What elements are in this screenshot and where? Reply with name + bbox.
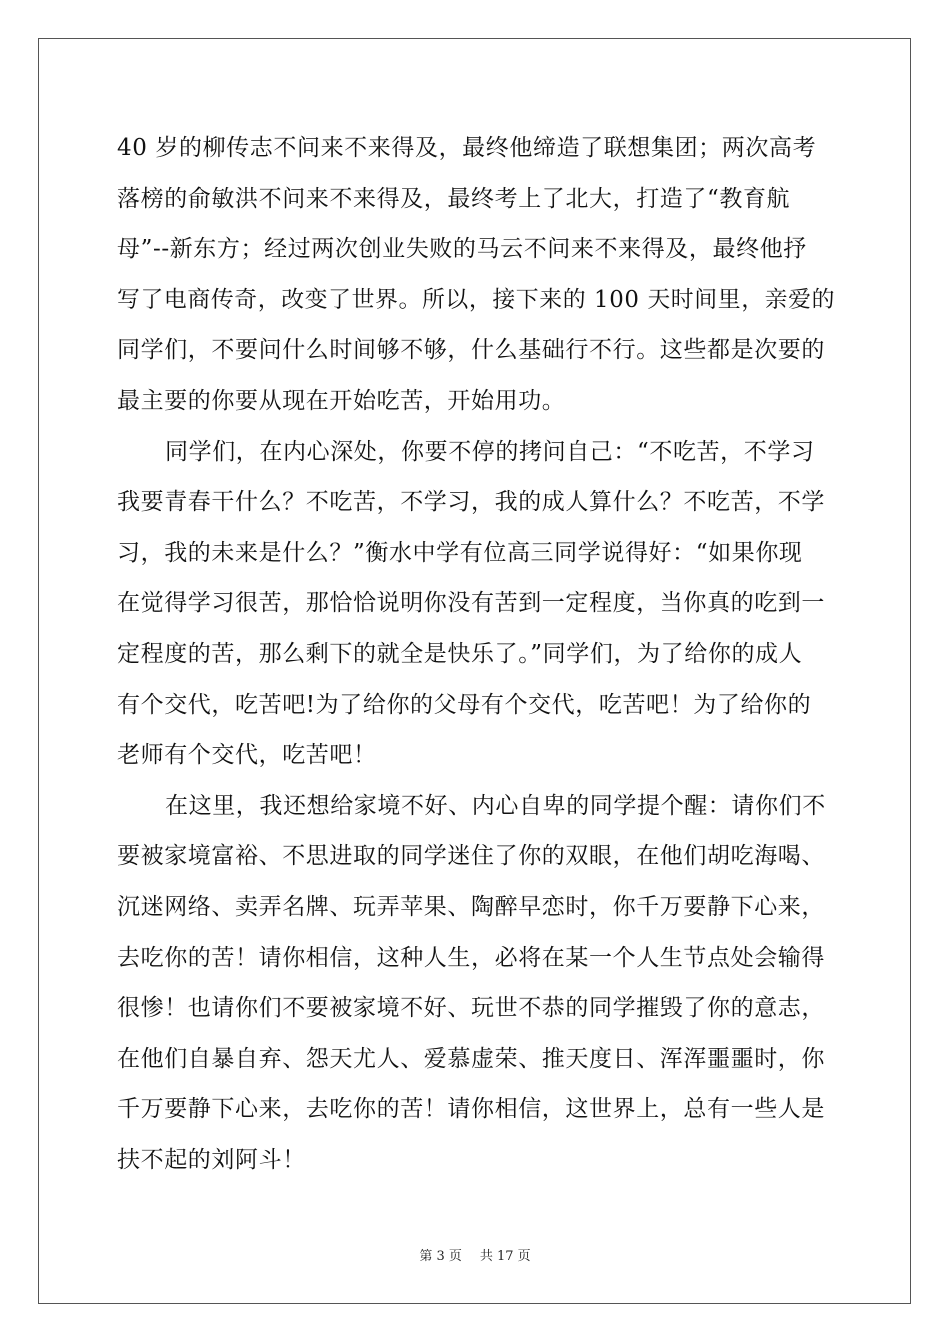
text-line: 母”--新东方；经过两次创业失败的马云不问来不来得及，最终他抒: [117, 236, 807, 263]
text-line: 我要青春干什么？不吃苦，不学习，我的成人算什么？不吃苦，不学: [117, 489, 825, 516]
text-line: 在他们自暴自弃、怨天尤人、爱慕虚荣、推天度日、浑浑噩噩时，你: [117, 1045, 825, 1072]
page-number: 第 3 页: [419, 1249, 462, 1264]
text-line: 去吃你的苦！请你相信，这种人生，必将在某一个人生节点处会输得: [117, 944, 825, 971]
text-line: 最主要的你要从现在开始吃苦，开始用功。: [117, 387, 566, 414]
text-line: 落榜的俞敏洪不问来不来得及，最终考上了北大，打造了“教育航: [117, 185, 791, 212]
text-line: 在觉得学习很苦，那恰恰说明你没有苦到一定程度，当你真的吃到一: [117, 590, 825, 617]
text-line: 同学们，不要问什么时间够不够，什么基础行不行。这些都是次要的: [117, 337, 825, 364]
text-line: 老师有个交代，吃苦吧！: [117, 742, 377, 769]
text-line: 要被家境富裕、不思进取的同学迷住了你的双眼，在他们胡吃海喝、: [117, 843, 825, 870]
page-footer: [0, 1248, 950, 1266]
document-body: [117, 128, 835, 1190]
text-line: 沉迷网络、卖弄名牌、玩弄苹果、陶醉早恋时，你千万要静下心来，: [117, 893, 825, 920]
text-line: 习，我的未来是什么？”衡水中学有位高三同学说得好：“如果你现: [117, 539, 803, 566]
text-line: 千万要静下心来，去吃你的苦！请你相信，这世界上，总有一些人是: [117, 1096, 825, 1123]
paragraph-first-line: 在这里，我还想给家境不好、内心自卑的同学提个醒：请你们不: [165, 792, 826, 819]
text-line: 写了电商传奇，改变了世界。所以，接下来的 100 天时间里，亲爱的: [117, 286, 836, 313]
paragraph-first-line: 同学们，在内心深处，你要不停的拷问自己：“不吃苦，不学习: [165, 438, 815, 465]
text-line: 很惨！也请你们不要被家境不好、玩世不恭的同学摧毁了你的意志，: [117, 995, 825, 1022]
text-line: 定程度的苦，那么剩下的就全是快乐了。”同学们，为了给你的成人: [117, 640, 803, 667]
text-line: 有个交代，吃苦吧!为了给你的父母有个交代，吃苦吧！为了给你的: [117, 691, 812, 718]
page-total: 共 17 页: [479, 1249, 531, 1264]
text-line: 扶不起的刘阿斗！: [117, 1146, 306, 1173]
text-line: 40 岁的柳传志不问来不来得及，最终他缔造了联想集团；两次高考: [117, 135, 817, 161]
